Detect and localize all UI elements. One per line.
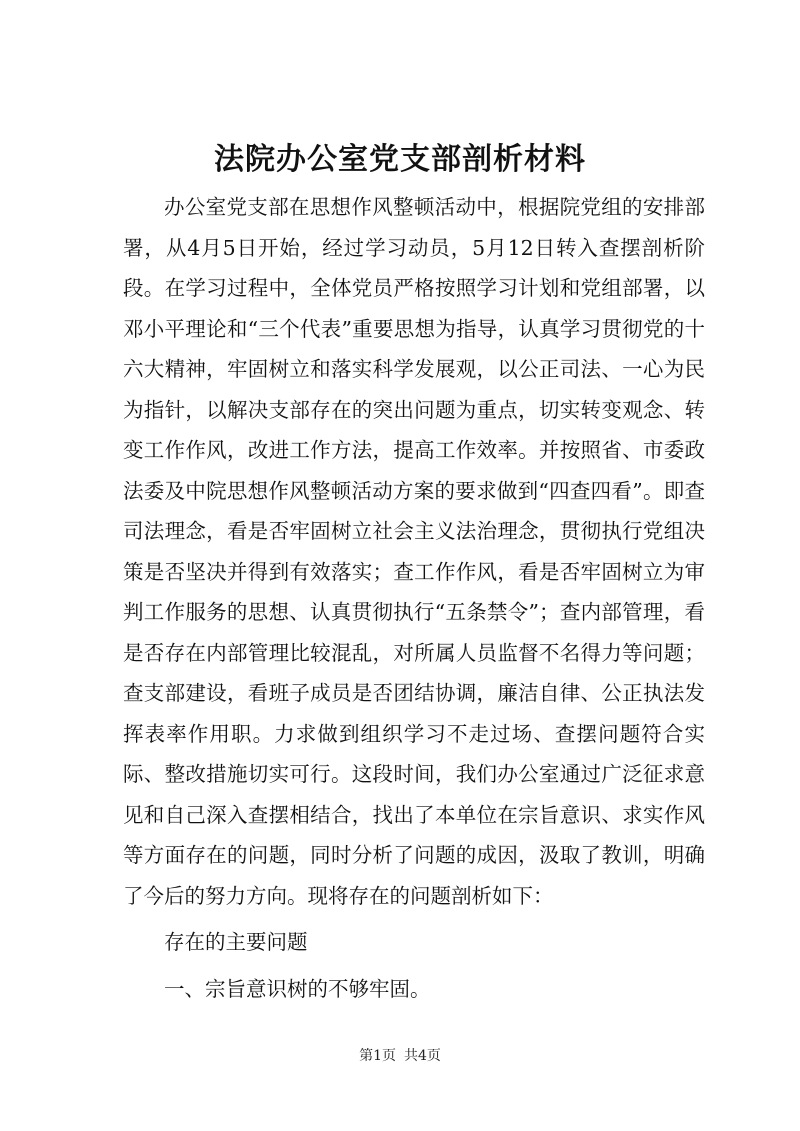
page-footer xyxy=(0,1046,800,1066)
subsection-heading: 一、宗旨意识树的不够牢固。 xyxy=(164,976,431,1001)
section-heading: 存在的主要问题 xyxy=(164,930,308,954)
page-total: 共4页 xyxy=(404,1048,441,1064)
body-paragraph: 办公室党支部在思想作风整顿活动中，根据院党组的安排部署，从4月5日开始，经过学习动员，5月12日转入查摆剖析阶段。在学习过程中，全体党员严格按照学习计划和党组部署，以邓小平理论和“三个代表”重要思想为指导，认真学习贯彻党的十六大精神，牢固树立和落实科学发展观，以公正司法、一心为民为指针，以解决支部存在的突出问题为重点，切实转变观念、转变工作作风，改进工作方法，提高工作效率。并按照省、市委政法委及中院思想作风整顿活动方案的要求做到“四查四看”。即查司法理念，看是否牢固树立社会主义法治理念，贯彻执行党组决策是否坚决并得到有效落实；查工作作风，看是否牢固树立为审判工作服务的思想、认真贯彻执行“五条禁令”；查内部管理，看是否存在内部管理比较混乱，对所属人员监督不名得力等问题；查支部建设，看班子成员是否团结协调，廉洁自律、公正执法发挥表率作用职。力求做到组织学习不走过场、查摆问题符合实际、整改措施切实可行。这段时间，我们办公室通过广泛征求意见和自己深入查摆相结合，找出了本单位在宗旨意识、求实作风等方面存在的问题，同时分析了问题的成因，汲取了教训，明确了今后的努力方向。现将存在的问题剖析如下： xyxy=(123,195,705,908)
page-number: 第1页 xyxy=(359,1048,396,1064)
document-title: 法院办公室党支部剖析材料 xyxy=(214,142,586,177)
document-body xyxy=(123,187,705,1009)
